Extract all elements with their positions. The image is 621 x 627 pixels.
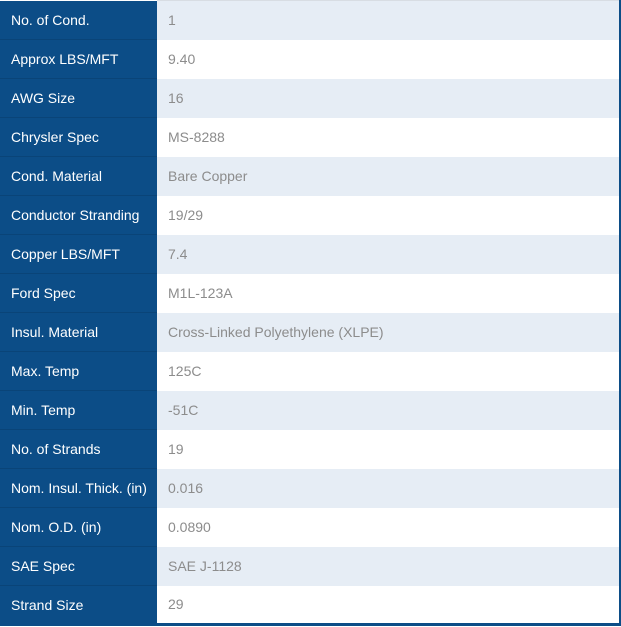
- spec-label: SAE Spec: [0, 547, 157, 586]
- spec-label: Chrysler Spec: [0, 118, 157, 157]
- table-row: [0, 157, 620, 196]
- spec-label: Min. Temp: [0, 391, 157, 430]
- spec-label: Approx LBS/MFT: [0, 40, 157, 79]
- table-row: [0, 274, 620, 313]
- spec-value: 7.4: [157, 235, 620, 274]
- spec-value: 16: [157, 79, 620, 118]
- spec-label: Strand Size: [0, 586, 157, 625]
- spec-label: Copper LBS/MFT: [0, 235, 157, 274]
- spec-label: Nom. O.D. (in): [0, 508, 157, 547]
- spec-value: 0.0890: [157, 508, 620, 547]
- table-row: [0, 547, 620, 586]
- spec-value: 29: [157, 586, 620, 625]
- table-row: [0, 235, 620, 274]
- spec-value: 1: [157, 1, 620, 40]
- spec-value: 9.40: [157, 40, 620, 79]
- spec-value: Bare Copper: [157, 157, 620, 196]
- spec-label: No. of Strands: [0, 430, 157, 469]
- table-row: [0, 40, 620, 79]
- spec-value: -51C: [157, 391, 620, 430]
- spec-value: M1L-123A: [157, 274, 620, 313]
- table-row: [0, 508, 620, 547]
- spec-label: Conductor Stranding: [0, 196, 157, 235]
- table-row: [0, 1, 620, 40]
- table-row: [0, 391, 620, 430]
- spec-label: AWG Size: [0, 79, 157, 118]
- table-row: [0, 79, 620, 118]
- spec-value: Cross-Linked Polyethylene (XLPE): [157, 313, 620, 352]
- spec-value: MS-8288: [157, 118, 620, 157]
- spec-label: Nom. Insul. Thick. (in): [0, 469, 157, 508]
- table-row: [0, 586, 620, 625]
- spec-label: Cond. Material: [0, 157, 157, 196]
- table-row: [0, 430, 620, 469]
- spec-value: 125C: [157, 352, 620, 391]
- spec-value: 19: [157, 430, 620, 469]
- spec-label: Ford Spec: [0, 274, 157, 313]
- table-row: [0, 313, 620, 352]
- table-row: [0, 469, 620, 508]
- spec-value: 0.016: [157, 469, 620, 508]
- spec-value: SAE J-1128: [157, 547, 620, 586]
- table-row: [0, 352, 620, 391]
- spec-label: Insul. Material: [0, 313, 157, 352]
- spec-value: 19/29: [157, 196, 620, 235]
- table-row: [0, 118, 620, 157]
- spec-label: Max. Temp: [0, 352, 157, 391]
- spec-label: No. of Cond.: [0, 1, 157, 40]
- table-row: [0, 196, 620, 235]
